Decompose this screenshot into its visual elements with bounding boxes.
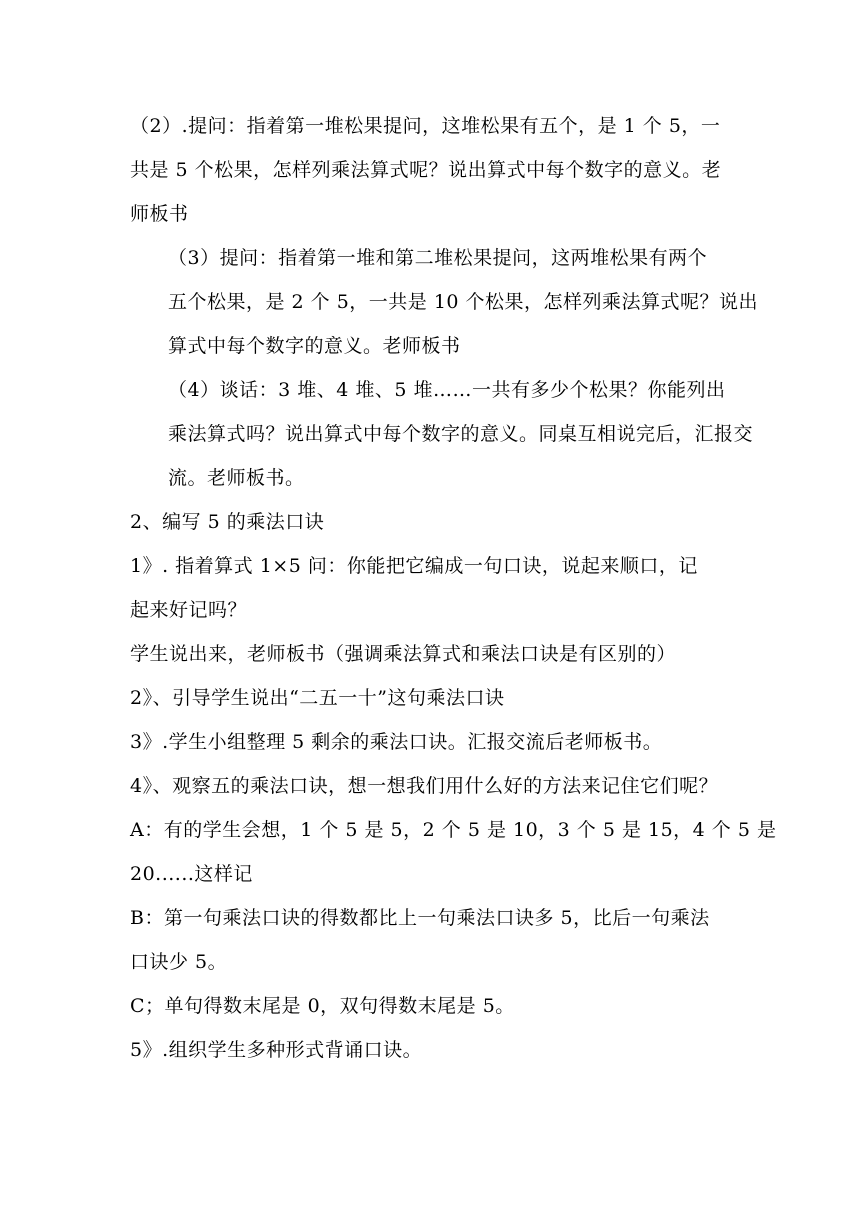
text-line: 算式中每个数字的意义。老师板书	[168, 335, 461, 357]
paragraph	[130, 1028, 730, 1072]
text-line: （4）谈话：3 堆、4 堆、5 堆……一共有多少个松果？你能列出	[168, 379, 726, 401]
text-line: 4》、观察五的乘法口诀，想一想我们用什么好的方法来记住它们呢？	[130, 775, 719, 797]
paragraph	[130, 984, 730, 1028]
text-line: 共是 5 个松果，怎样列乘法算式呢？说出算式中每个数字的意义。老	[130, 159, 722, 181]
text-line: B：第一句乘法口诀的得数都比上一句乘法口诀多 5，比后一句乘法	[130, 907, 710, 929]
paragraph	[130, 104, 730, 236]
text-line: 起来好记吗？	[130, 599, 248, 621]
text-line: （3）提问：指着第一堆和第二堆松果提问，这两堆松果有两个	[168, 247, 708, 269]
paragraph	[130, 500, 730, 544]
paragraph	[130, 676, 730, 720]
document-body	[130, 104, 777, 1072]
text-line: 口诀少 5。	[130, 951, 228, 973]
text-line: 乘法算式吗？说出算式中每个数字的意义。同桌互相说完后，汇报交	[168, 423, 754, 445]
paragraph	[130, 544, 730, 632]
text-line: A：有的学生会想，1 个 5 是 5，2 个 5 是 10，3 个 5 是 15，4 个 5 是	[130, 819, 777, 841]
paragraph	[130, 368, 754, 500]
text-line: 1》. 指着算式 1×5 问：你能把它编成一句口诀，说起来顺口，记	[130, 555, 698, 577]
text-line: C；单句得数末尾是 0，双句得数末尾是 5。	[130, 995, 515, 1017]
paragraph	[130, 896, 730, 984]
text-line: （2）.提问：指着第一堆松果提问，这堆松果有五个，是 1 个 5，一	[130, 115, 721, 137]
text-line: 20......这样记	[130, 863, 253, 885]
paragraph	[130, 632, 730, 676]
paragraph	[130, 720, 730, 764]
paragraph	[130, 764, 730, 808]
paragraph	[130, 236, 759, 368]
text-line: 3》.学生小组整理 5 剩余的乘法口诀。汇报交流后老师板书。	[130, 731, 663, 753]
text-line: 五个松果，是 2 个 5，一共是 10 个松果，怎样列乘法算式呢？说出	[168, 291, 759, 313]
text-line: 2》、引导学生说出“二五一十”这句乘法口诀	[130, 687, 505, 709]
text-line: 2、编写 5 的乘法口诀	[130, 511, 325, 533]
text-line: 流。老师板书。	[168, 467, 305, 489]
text-line: 5》.组织学生多种形式背诵口诀。	[130, 1039, 423, 1061]
text-line: 学生说出来，老师板书（强调乘法算式和乘法口诀是有区别的）	[130, 643, 677, 665]
text-line: 师板书	[130, 203, 189, 225]
paragraph	[130, 808, 777, 896]
